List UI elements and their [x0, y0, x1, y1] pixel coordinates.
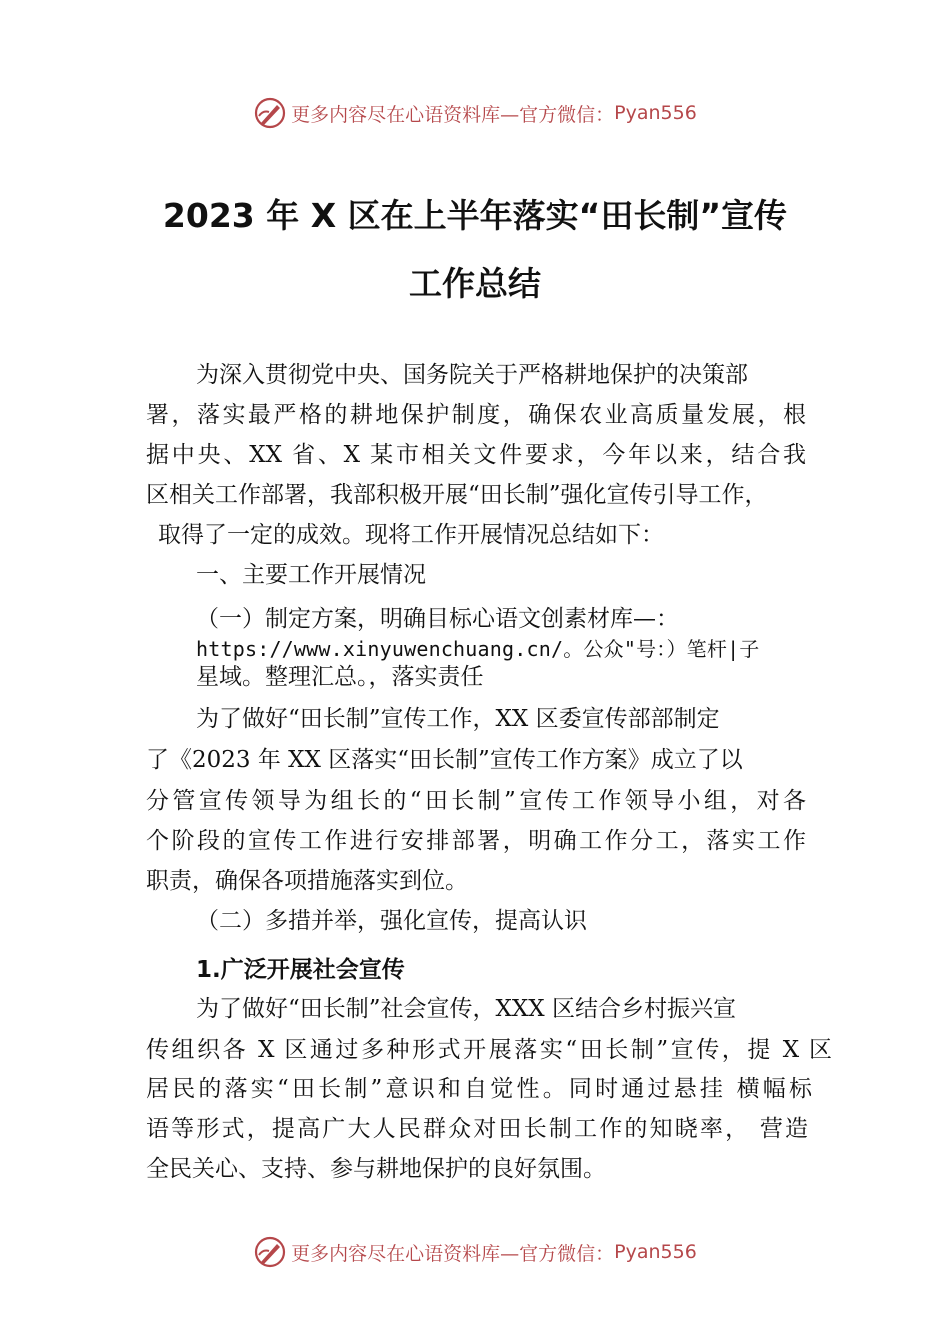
watermark-account: Pyan556	[614, 1241, 697, 1263]
body-line: 分管宣传领导为组长的“田长制”宣传工作领导小组，对各	[146, 788, 806, 814]
body-line-url: https://www.xinyuwenchuang.cn/。公众"号：）笔杆|子	[196, 637, 760, 661]
body-line: 取得了一定的成效。现将工作开展情况总结如下：	[158, 522, 664, 548]
body-line: 为了做好“田长制”宣传工作，XX 区委宣传部部制定	[196, 706, 720, 732]
watermark-text: 更多内容尽在心语资料库—官方微信：	[291, 1242, 615, 1265]
body-line: 传组织各 X 区通过多种形式开展落实“田长制”宣传，提 X 区	[146, 1037, 832, 1063]
pen-nib-circle-icon	[253, 96, 287, 130]
subsection-heading: （一）制定方案，明确目标心语文创素材库—：	[196, 606, 679, 632]
body-line: 居民的落实“田长制”意识和自觉性。同时通过悬挂 横幅标	[146, 1076, 812, 1102]
body-line: 区相关工作部署，我部积极开展“田长制”强化宣传引导工作，	[146, 482, 768, 508]
document-title-line-2: 工作总结	[409, 264, 541, 303]
body-line: 职责，确保各项措施落实到位。	[146, 868, 468, 894]
body-line: 为深入贯彻党中央、国务院关于严格耕地保护的决策部	[196, 362, 748, 388]
body-line: 了《2023 年 XX 区落实“田长制”宣传工作方案》成立了以	[146, 747, 743, 773]
body-line: 个阶段的宣传工作进行安排部署，明确工作分工，落实工作	[146, 828, 806, 854]
section-heading: 一、主要工作开展情况	[196, 562, 426, 588]
subsection-heading: （二）多措并举，强化宣传，提高认识	[196, 908, 587, 934]
pen-nib-circle-icon	[253, 1235, 287, 1269]
watermark-text: 更多内容尽在心语资料库—官方微信：	[291, 103, 615, 126]
header-watermark	[0, 93, 950, 133]
body-line: 星域。整理汇总。，落实责任	[196, 664, 484, 690]
footer-watermark	[0, 1232, 950, 1272]
body-line: 语等形式，提高广大人民群众对田长制工作的知晓率， 营造	[146, 1116, 808, 1142]
document-title-line-1: 2023 年 X 区在上半年落实“田长制”宣传	[162, 196, 788, 235]
body-line: 为了做好“田长制”社会宣传，XXX 区结合乡村振兴宣	[196, 996, 736, 1022]
watermark-account: Pyan556	[614, 102, 697, 124]
item-heading: 1.广泛开展社会宣传	[196, 957, 405, 983]
body-line: 全民关心、支持、参与耕地保护的良好氛围。	[146, 1156, 606, 1182]
body-line: 署，落实最严格的耕地保护制度，确保农业高质量发展，根	[146, 402, 806, 428]
body-line: 据中央、XX 省、X 某市相关文件要求，今年以来，结合我	[146, 442, 806, 468]
